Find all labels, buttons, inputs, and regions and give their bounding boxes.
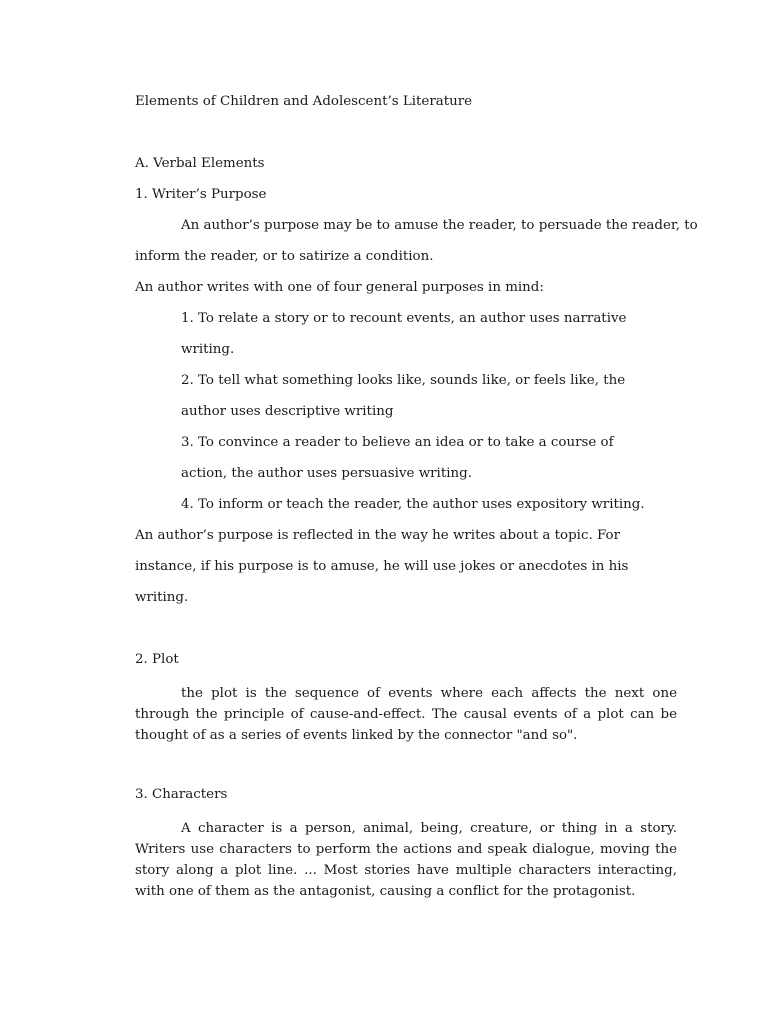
purpose-intro-line-1: An author’s purpose may be to amuse the reader, to persuade the reader, to <box>181 218 698 233</box>
document-title: Elements of Children and Adolescent’s Literature <box>135 94 473 109</box>
purpose-item-4-line-1: 4. To inform or teach the reader, the author uses expository writing. <box>181 497 645 512</box>
subheading-writers-purpose: 1. Writer’s Purpose <box>135 187 267 202</box>
subheading-plot: 2. Plot <box>135 652 179 667</box>
plot-paragraph-text: the plot is the sequence of events where each affects the next one through the principle of cause-and-effect. The causal events of a plot can be thought of as a series of events linked by the connector "and so". <box>135 686 677 743</box>
purpose-closing-line-3: writing. <box>135 590 189 605</box>
purpose-item-1-line-1: 1. To relate a story or to recount events, an author uses narrative <box>181 311 627 326</box>
purpose-item-2-line-2: author uses descriptive writing <box>181 404 394 419</box>
section-heading-verbal-elements: A. Verbal Elements <box>135 156 265 171</box>
characters-paragraph <box>135 818 677 902</box>
purpose-item-1-line-2: writing. <box>181 342 235 357</box>
subheading-characters: 3. Characters <box>135 787 228 802</box>
purpose-lead-sentence: An author writes with one of four general purposes in mind: <box>135 280 544 295</box>
plot-paragraph <box>135 683 677 746</box>
purpose-item-3-line-1: 3. To convince a reader to believe an idea or to take a course of <box>181 435 614 450</box>
characters-paragraph-text: A character is a person, animal, being, creature, or thing in a story. Writers use characters to perform the actions and speak dialogue, moving the story along a plot line. ... Most stories have multiple characters interacting, with one of them as the antagonist, causing a conflict for the protagonist. <box>135 821 677 899</box>
purpose-closing-line-2: instance, if his purpose is to amuse, he will use jokes or anecdotes in his <box>135 559 629 574</box>
purpose-item-3-line-2: action, the author uses persuasive writing. <box>181 466 472 481</box>
purpose-intro-line-2: inform the reader, or to satirize a condition. <box>135 249 434 264</box>
purpose-closing-line-1: An author’s purpose is reflected in the way he writes about a topic. For <box>135 528 620 543</box>
purpose-item-2-line-1: 2. To tell what something looks like, sounds like, or feels like, the <box>181 373 626 388</box>
